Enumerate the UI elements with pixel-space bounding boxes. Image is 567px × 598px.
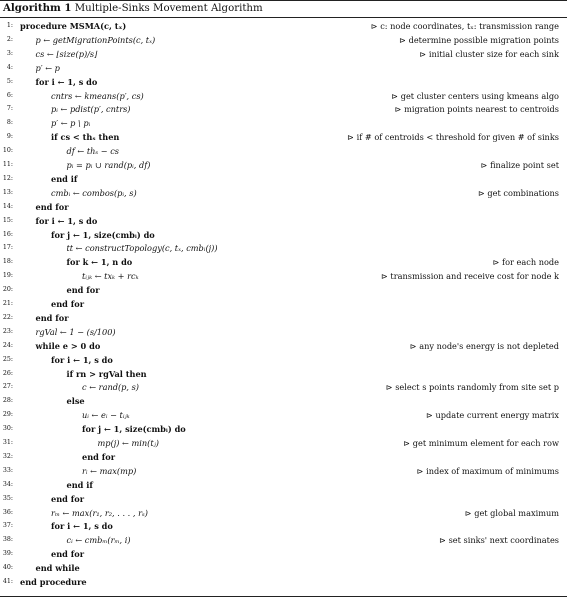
algorithm-line — [0, 214, 567, 228]
line-number: 33: — [2, 466, 13, 474]
line-comment: ⊳ get minimum element for each row — [403, 438, 559, 448]
line-comment: ⊳ get cluster centers using kmeans algo — [391, 90, 559, 101]
algorithm-line — [0, 464, 567, 478]
algorithm-label: Algorithm 1 — [3, 2, 72, 14]
algorithm-line — [0, 547, 567, 561]
line-number: 15: — [2, 216, 13, 224]
caption-rule — [0, 17, 567, 18]
line-number: 11: — [2, 161, 13, 168]
code-text: for i ← 1, s do — [35, 76, 98, 87]
code-text: p′ ← p \ pᵢ — [51, 118, 91, 129]
algorithm-line — [0, 339, 567, 353]
code-text: rₘ ← max(r₁, r₂, . . . , rₛ) — [51, 507, 148, 518]
algorithm-line — [0, 130, 567, 144]
code-text: uᵢ ← eᵢ − tᵢⱼₖ — [82, 410, 130, 421]
code-text: cᵢ ← cmbₘ(rₘ, i) — [66, 535, 131, 546]
line-comment: ⊳ get combinations — [477, 187, 559, 198]
algorithm-line — [0, 47, 567, 61]
line-comment: ⊳ for each node — [492, 257, 559, 268]
code-text: rgVal ← 1 − (s/100) — [35, 326, 116, 337]
code-text: end for — [51, 549, 85, 560]
algorithm-line — [0, 533, 567, 547]
line-comment: ⊳ update current energy matrix — [426, 410, 559, 421]
code-text: tᵢⱼₖ ← txₖ + rcₖ — [82, 271, 139, 282]
algorithm-line — [0, 186, 567, 200]
line-number: 38: — [2, 536, 13, 544]
algorithm-line — [0, 450, 567, 464]
code-text: while e > 0 do — [35, 340, 101, 351]
line-number: 41: — [2, 578, 13, 585]
line-number: 23: — [2, 327, 13, 335]
algorithm-line — [0, 19, 567, 33]
line-number: 32: — [2, 452, 13, 460]
code-text: else — [66, 396, 85, 407]
line-number: 35: — [2, 494, 13, 502]
line-comment: ⊳ if # of centroids < threshold for given # of sinks — [347, 132, 559, 143]
code-text: end if — [51, 173, 78, 184]
line-number: 18: — [2, 258, 13, 266]
algorithm-caption — [3, 2, 263, 15]
algorithm-line — [0, 353, 567, 367]
line-number: 4: — [6, 63, 13, 71]
line-number: 10: — [2, 147, 13, 155]
algorithm-line — [0, 492, 567, 506]
code-text: for k ← 1, n do — [66, 257, 133, 268]
algorithm-line — [0, 172, 567, 186]
algorithm-line — [0, 506, 567, 520]
line-comment: ⊳ transmission and receive cost for node k — [380, 271, 559, 282]
algorithm-line — [0, 61, 567, 75]
line-comment: ⊳ select s points randomly from site set p — [385, 382, 559, 393]
algorithm-line — [0, 75, 567, 89]
algorithm-line — [0, 144, 567, 158]
line-number: 6: — [6, 91, 13, 99]
code-text: cs ← ⌊size(p)/s⌋ — [35, 48, 98, 59]
algorithm-line — [0, 33, 567, 47]
line-number: 8: — [6, 119, 13, 127]
code-text: end for — [66, 285, 100, 296]
line-number: 37: — [2, 522, 13, 530]
algorithm-line — [0, 283, 567, 297]
algorithm-line — [0, 561, 567, 575]
algorithm-line — [0, 367, 567, 381]
line-number: 24: — [2, 341, 13, 349]
line-number: 28: — [2, 397, 13, 405]
algorithm-line — [0, 575, 567, 589]
code-text: procedure MSMA(c, tₓ) — [20, 21, 127, 31]
line-number: 19: — [2, 272, 13, 280]
algorithm-line — [0, 436, 567, 450]
code-text: end for — [35, 312, 69, 323]
line-number: 31: — [2, 439, 13, 446]
line-number: 36: — [2, 508, 13, 516]
code-text: cmbᵢ ← combos(pᵢ, s) — [51, 187, 137, 198]
code-text: tt ← constructTopology(c, tₓ, cmbᵢ(j)) — [66, 243, 218, 254]
line-number: 22: — [2, 313, 13, 321]
line-number: 20: — [2, 286, 13, 294]
code-text: end for — [51, 299, 85, 309]
line-number: 30: — [2, 425, 13, 433]
line-number: 7: — [6, 105, 13, 113]
algorithm-line — [0, 519, 567, 533]
line-number: 26: — [2, 369, 13, 377]
line-number: 3: — [6, 49, 13, 57]
code-text: p′ ← p — [35, 62, 60, 73]
line-number: 29: — [2, 411, 13, 419]
algorithm-line — [0, 408, 567, 422]
code-text: rᵢ ← max(mp) — [82, 465, 137, 476]
code-text: end procedure — [20, 577, 87, 587]
line-comment: ⊳ initial cluster size for each sink — [419, 48, 559, 59]
code-text: end for — [51, 493, 85, 504]
algorithm-line — [0, 422, 567, 436]
algorithm-line — [0, 255, 567, 269]
algorithm-line — [0, 228, 567, 242]
line-comment: ⊳ c: node coordinates, tₓ: transmission range — [370, 21, 559, 31]
algorithm-line — [0, 380, 567, 394]
line-number: 2: — [6, 35, 13, 43]
line-number: 1: — [6, 22, 13, 29]
line-comment: ⊳ migration points nearest to centroids — [394, 104, 559, 115]
algorithm-line — [0, 311, 567, 325]
line-number: 40: — [2, 564, 13, 572]
line-number: 14: — [2, 202, 13, 210]
line-comment: ⊳ finalize point set — [480, 160, 559, 170]
algorithm-line — [0, 158, 567, 172]
code-text: for j ← 1, size(cmbᵢ) do — [51, 229, 155, 240]
code-text: for j ← 1, size(cmbᵢ) do — [82, 424, 186, 435]
line-number: 12: — [2, 174, 13, 182]
line-comment: ⊳ determine possible migration points — [399, 34, 559, 45]
algorithm-line — [0, 116, 567, 130]
code-text: end for — [35, 201, 69, 212]
code-text: if cs < thₛ then — [51, 132, 120, 143]
line-comment: ⊳ index of maximum of minimums — [416, 465, 559, 476]
code-text: cntrs ← kmeans(p′, cs) — [51, 90, 144, 101]
line-comment: ⊳ get global maximum — [464, 507, 559, 518]
line-number: 25: — [2, 355, 13, 363]
algorithm-line — [0, 269, 567, 283]
algorithm-title: Multiple-Sinks Movement Algorithm — [74, 3, 263, 14]
algorithm-line — [0, 297, 567, 311]
line-number: 9: — [6, 133, 13, 141]
code-text: mp(j) ← min(tⱼ) — [97, 438, 159, 448]
code-text: p ← getMigrationPoints(c, tₓ) — [35, 34, 156, 45]
code-text: end for — [82, 451, 116, 462]
algorithm-line — [0, 394, 567, 408]
algorithm-line — [0, 102, 567, 116]
line-number: 39: — [2, 550, 13, 558]
code-text: if rn > rgVal then — [66, 368, 147, 379]
code-text: for i ← 1, s do — [35, 215, 98, 226]
algorithm-line — [0, 478, 567, 492]
code-text: end if — [66, 479, 93, 490]
algorithm-line — [0, 241, 567, 255]
code-text: end while — [35, 563, 80, 574]
code-text: for i ← 1, s do — [51, 521, 113, 532]
line-number: 27: — [2, 383, 13, 391]
code-text: c ← rand(p, s) — [82, 382, 139, 393]
bottom-rule — [0, 596, 567, 597]
top-rule — [0, 0, 567, 1]
line-number: 17: — [2, 244, 13, 252]
line-number: 21: — [2, 300, 13, 307]
code-text: df ← thₛ − cs — [66, 146, 120, 157]
code-text: pᵢ = pᵢ ∪ rand(pᵢ, df) — [66, 160, 151, 170]
algorithm-line — [0, 325, 567, 339]
line-number: 13: — [2, 188, 13, 196]
line-comment: ⊳ set sinks' next coordinates — [439, 535, 559, 546]
line-comment: ⊳ any node's energy is not depleted — [409, 340, 559, 351]
line-number: 34: — [2, 480, 13, 488]
code-text: for i ← 1, s do — [51, 354, 113, 365]
code-text: pᵢ ← pdist(p′, cntrs) — [51, 104, 131, 115]
algorithm-line — [0, 89, 567, 103]
line-number: 5: — [6, 77, 13, 85]
algorithm-line — [0, 200, 567, 214]
line-number: 16: — [2, 230, 13, 238]
